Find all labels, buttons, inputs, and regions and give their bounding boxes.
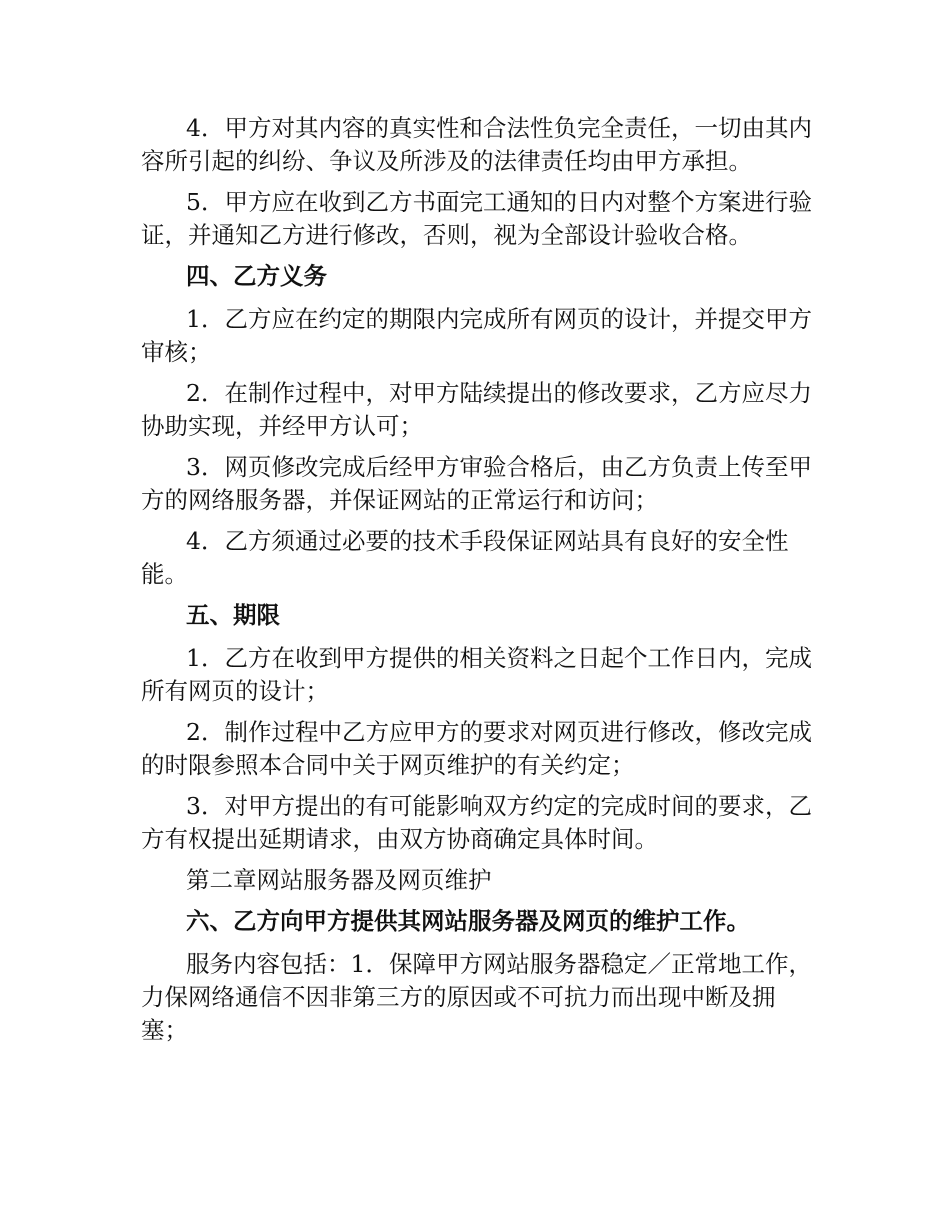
paragraph-service-content: 服务内容包括：1．保障甲方网站服务器稳定／正常地工作，力保网络通信不因非第三方的原因或不可抗力而出现中断及拥塞； bbox=[141, 950, 812, 1044]
paragraph-2-modification-requests: 2．在制作过程中，对甲方陆续提出的修改要求，乙方应尽力协助实现，并经甲方认可； bbox=[141, 379, 812, 440]
document-page bbox=[141, 112, 821, 1055]
paragraph-5-party-a-verification: 5．甲方应在收到乙方书面完工通知的日内对整个方案进行验证，并通知乙方进行修改，否则，视为全部设计验收合格。 bbox=[141, 188, 812, 249]
paragraph-4-security: 4．乙方须通过必要的技术手段保证网站具有良好的安全性能。 bbox=[141, 527, 789, 588]
section-heading-party-b-obligations: 四、乙方义务 bbox=[186, 262, 327, 290]
section-heading-maintenance: 六、乙方向甲方提供其网站服务器及网页的维护工作。 bbox=[186, 907, 750, 935]
section-heading-term: 五、期限 bbox=[186, 601, 280, 629]
paragraph-3-extension-request: 3．对甲方提出的有可能影响双方约定的完成时间的要求，乙方有权提出延期请求，由双方协商确定具体时间。 bbox=[141, 792, 812, 853]
paragraph-4-party-a-content-liability: 4．甲方对其内容的真实性和合法性负完全责任，一切由其内容所引起的纠纷、争议及所涉及的法律责任均由甲方承担。 bbox=[141, 114, 812, 175]
paragraph-2-modification-timeline: 2．制作过程中乙方应甲方的要求对网页进行修改，修改完成的时限参照本合同中关于网页维护的有关约定； bbox=[141, 718, 812, 779]
paragraph-1-complete-design: 1．乙方应在约定的期限内完成所有网页的设计，并提交甲方审核； bbox=[141, 305, 812, 366]
chapter-title: 第二章网站服务器及网页维护 bbox=[186, 866, 492, 894]
paragraph-3-upload-to-server: 3．网页修改完成后经甲方审验合格后，由乙方负责上传至甲方的网络服务器，并保证网站的正常运行和访问； bbox=[141, 453, 812, 514]
paragraph-1-design-deadline: 1．乙方在收到甲方提供的相关资料之日起个工作日内，完成所有网页的设计； bbox=[141, 644, 812, 705]
